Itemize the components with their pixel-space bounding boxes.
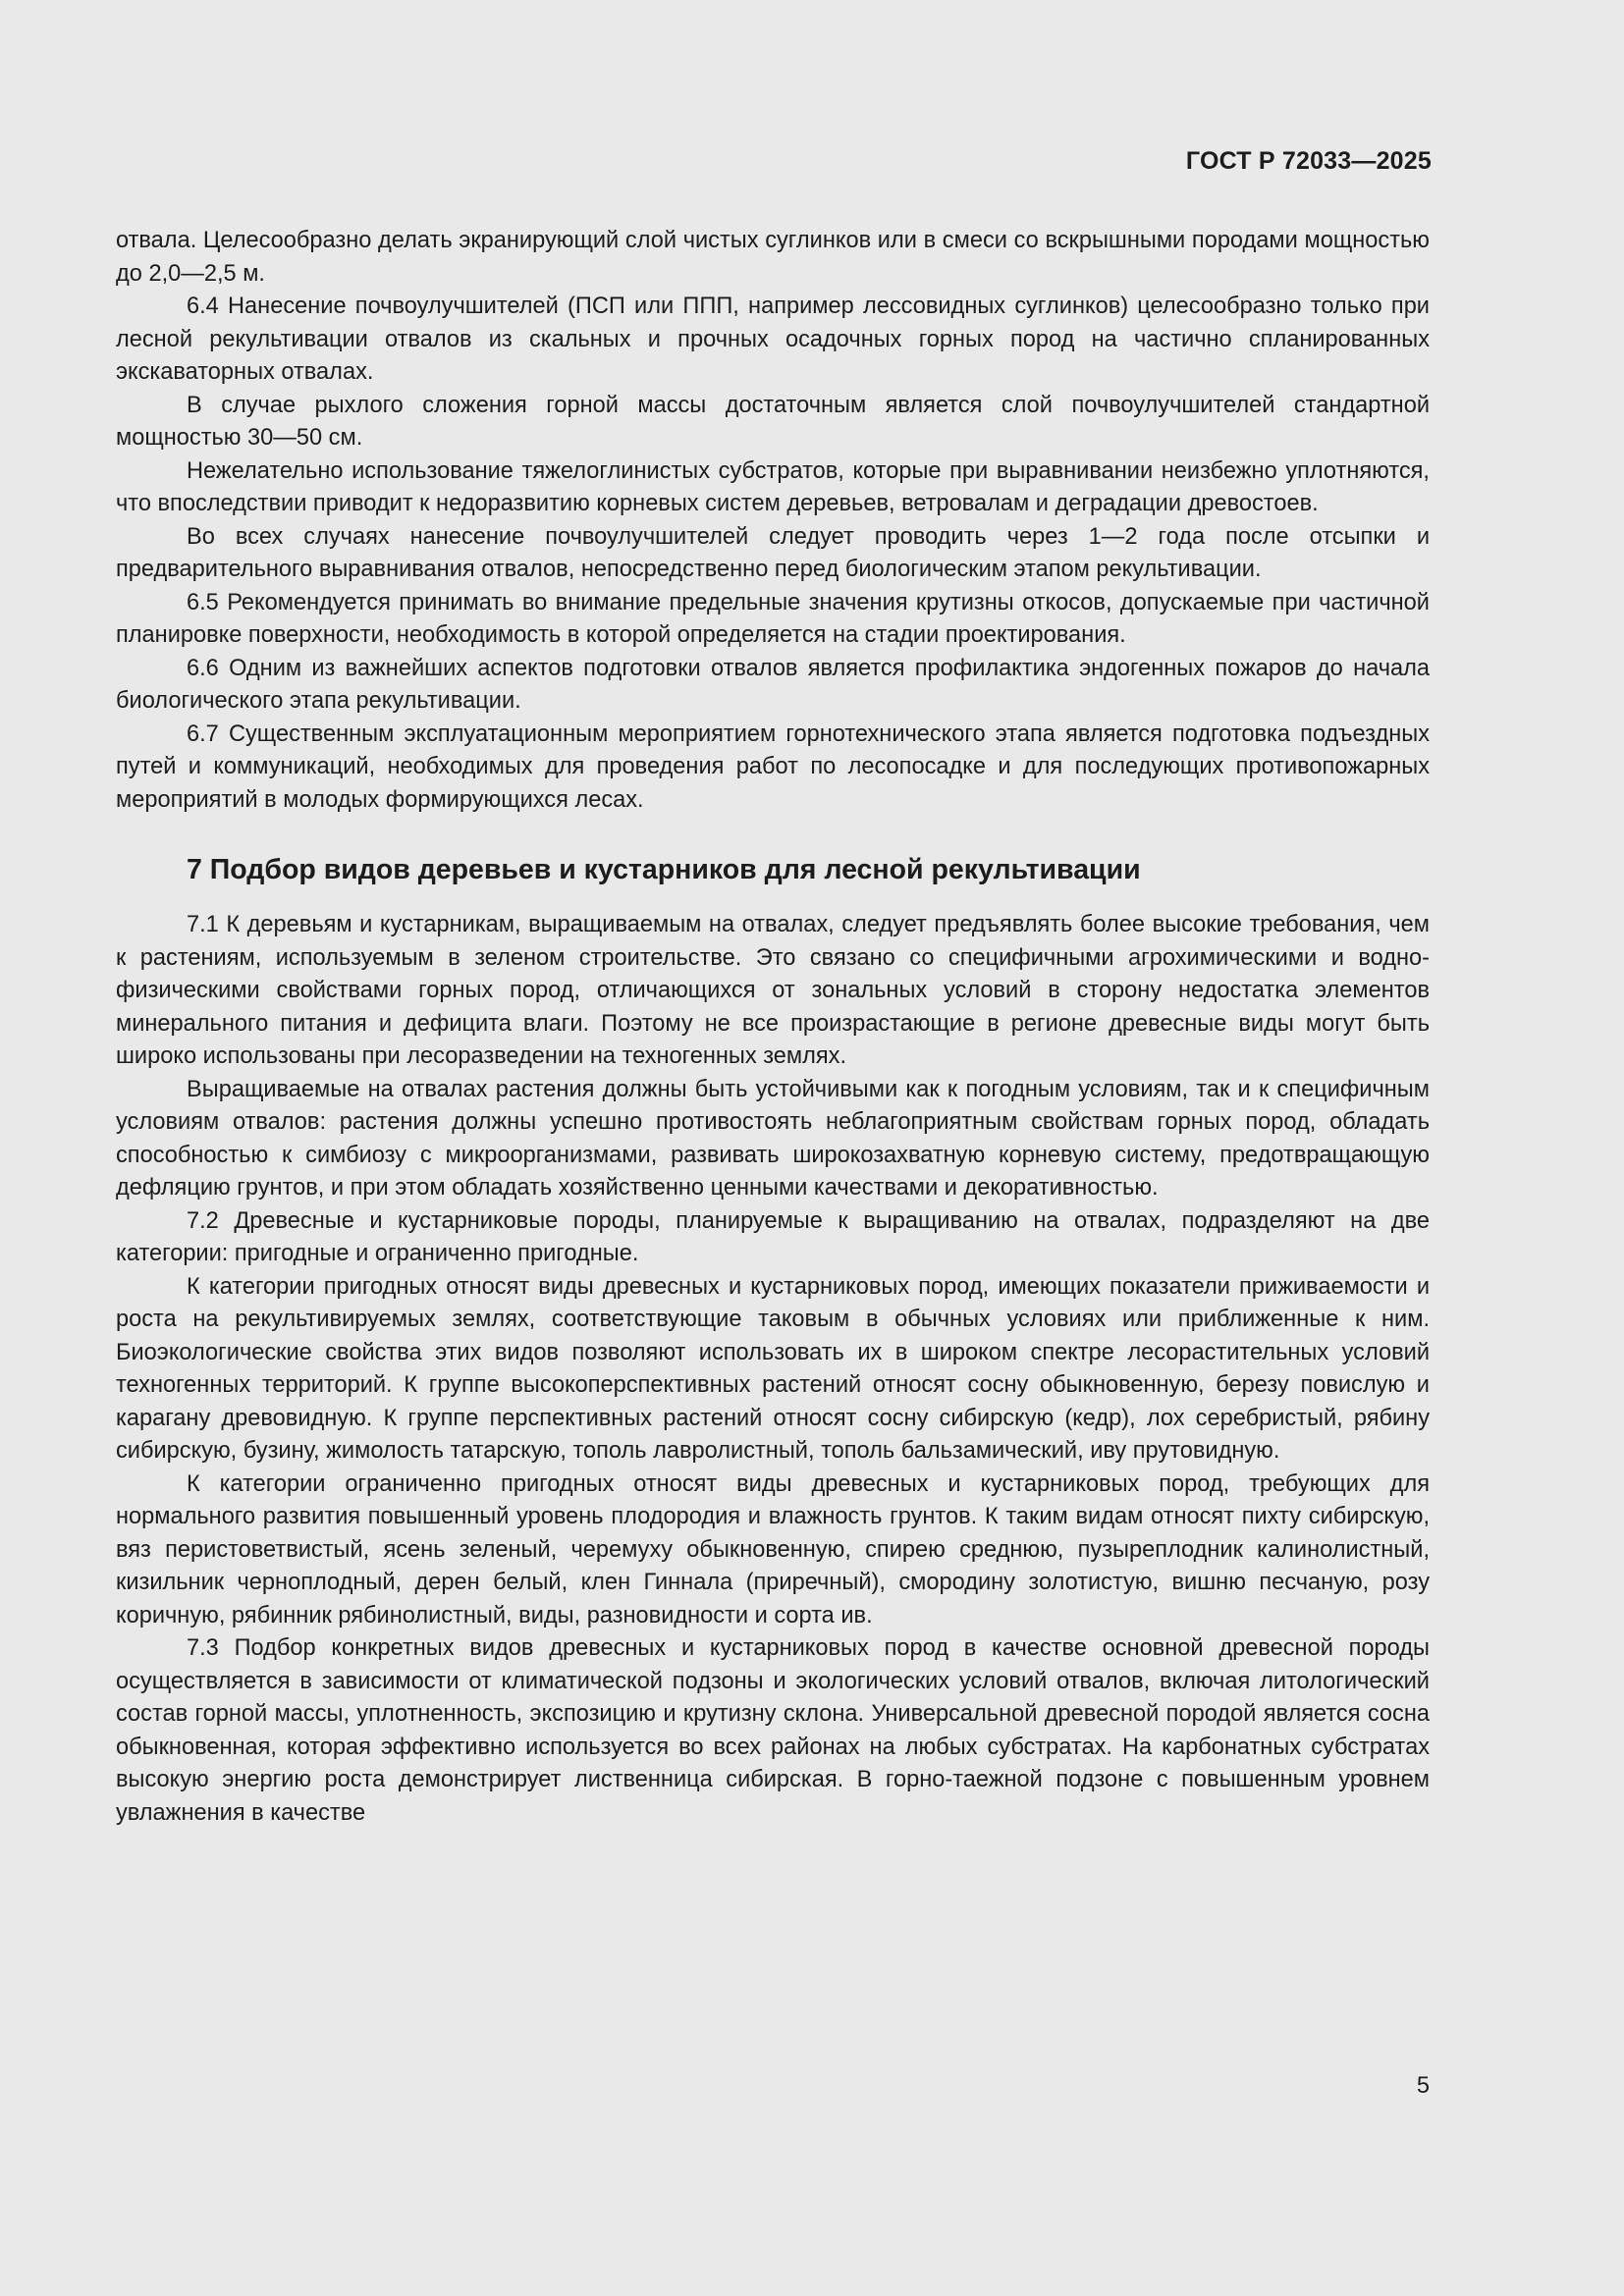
page-number: 5 [1416, 2073, 1430, 2099]
paragraph: 6.7 Существенным эксплуатационным мероприятием горнотехнического этапа является подготовка подъездных путей и коммуникаций, необходимых для проведения работ по лесопосадке и для последующих противопожарных мероприятий в молодых формирующихся лесах. [116, 721, 1430, 813]
paragraph: 7.3 Подбор конкретных видов древесных и кустарниковых пород в качестве основной древесной породы осуществляется в зависимости от климатической подзоны и экологических условий отвалов, включая литологический состав горной массы, уплотненность, экспозицию и крутизну склона. Универсальной древесной породой является сосна обыкновенная, которая эффективно используется во всех районах на любых субстратах. На карбонатных субстратах высокую энергию роста демонстрирует лиственница сибирская. В горно-таежной подзоне с повышенным уровнем увлажнения в качестве [116, 1635, 1430, 1826]
paragraph: К категории ограниченно пригодных относят виды древесных и кустарниковых пород, требующих для нормального развития повышенный уровень плодородия и влажность грунтов. К таким видам относят пихту сибирскую, вяз перистоветвистый, ясень зеленый, черемуху обыкновенную, спирею среднюю, пузыреплодник калинолистный, кизильник черноплодный, дерен белый, клен Гиннала (приречный), смородину золотистую, вишню песчаную, розу коричную, рябинник рябинолистный, виды, разновидности и сорта ив. [116, 1470, 1430, 1629]
document-body [116, 225, 1430, 1830]
paragraph: 6.6 Одним из важнейших аспектов подготовки отвалов является профилактика эндогенных пожаров до начала биологического этапа рекультивации. [116, 655, 1430, 714]
paragraph: Во всех случаях нанесение почвоулучшителей следует проводить через 1—2 года после отсыпки и предварительного выравнивания отвалов, непосредственно перед биологическим этапом рекультивации. [116, 523, 1430, 582]
paragraph: отвала. Целесообразно делать экранирующий слой чистых суглинков или в смеси со вскрышными породами мощностью до 2,0—2,5 м. [116, 228, 1430, 287]
document-code-header: ГОСТ Р 72033—2025 [1185, 147, 1432, 175]
paragraph: 7.2 Древесные и кустарниковые породы, планируемые к выращиванию на отвалах, подразделяют на две категории: пригодные и ограниченно пригодные. [116, 1207, 1430, 1266]
paragraph: К категории пригодных относят виды древесных и кустарниковых пород, имеющих показатели приживаемости и роста на рекультивируемых землях, соответствующие таковым в обычных условиях или приближенные к ним. Биоэкологические свойства этих видов позволяют использовать их в широком спектре лесорастительных условий техногенных территорий. К группе высокоперспективных растений относят сосну обыкновенную, березу повислую и карагану древовидную. К группе перспективных растений относят сосну сибирскую (кедр), лох серебристый, рябину сибирскую, бузину, жимолость татарскую, тополь лавролистный, тополь бальзамический, иву прутовидную. [116, 1273, 1430, 1464]
paragraph: В случае рыхлого сложения горной массы достаточным является слой почвоулучшителей стандартной мощностью 30—50 см. [116, 392, 1430, 451]
paragraph: 7.1 К деревьям и кустарникам, выращиваемым на отвалах, следует предъявлять более высокие требования, чем к растениям, используемым в зеленом строительстве. Это связано со специфичными агрохимическими и водно-физическими свойствами горных пород, отличающихся от зональных условий в сторону недостатка элементов минерального питания и дефицита влаги. Поэтому не все произрастающие в регионе древесные виды могут быть широко использованы при лесоразведении на техногенных землях. [116, 912, 1430, 1069]
paragraph: Нежелательно использование тяжелоглинистых субстратов, которые при выравнивании неизбежно уплотняются, что впоследствии приводит к недоразвитию корневых систем деревьев, ветровалам и деградации древостоев. [116, 457, 1430, 516]
paragraph: 6.5 Рекомендуется принимать во внимание предельные значения крутизны откосов, допускаемые при частичной планировке поверхности, необходимость в которой определяется на стадии проектирования. [116, 589, 1430, 648]
section-heading: 7 Подбор видов деревьев и кустарников для лесной рекультивации [187, 854, 1141, 885]
paragraph: 6.4 Нанесение почвоулучшителей (ПСП или ППП, например лессовидных суглинков) целесообразно только при лесной рекультивации отвалов из скальных и прочных осадочных горных пород на частично спланированных экскаваторных отвалах. [116, 294, 1430, 385]
paragraphs-top [116, 225, 1430, 817]
paragraph: Выращиваемые на отвалах растения должны быть устойчивыми как к погодным условиям, так и к специфичным условиям отвалов: растения должны успешно противостоять неблагоприятным свойствам горных пород, обладать способностью к симбиозу с микроорганизмами, развивать широкозахватную корневую систему, предотвращающую дефляцию грунтов, и при этом обладать хозяйственно ценными качествами и декоративностью. [116, 1076, 1430, 1201]
paragraphs-section [116, 909, 1430, 1830]
